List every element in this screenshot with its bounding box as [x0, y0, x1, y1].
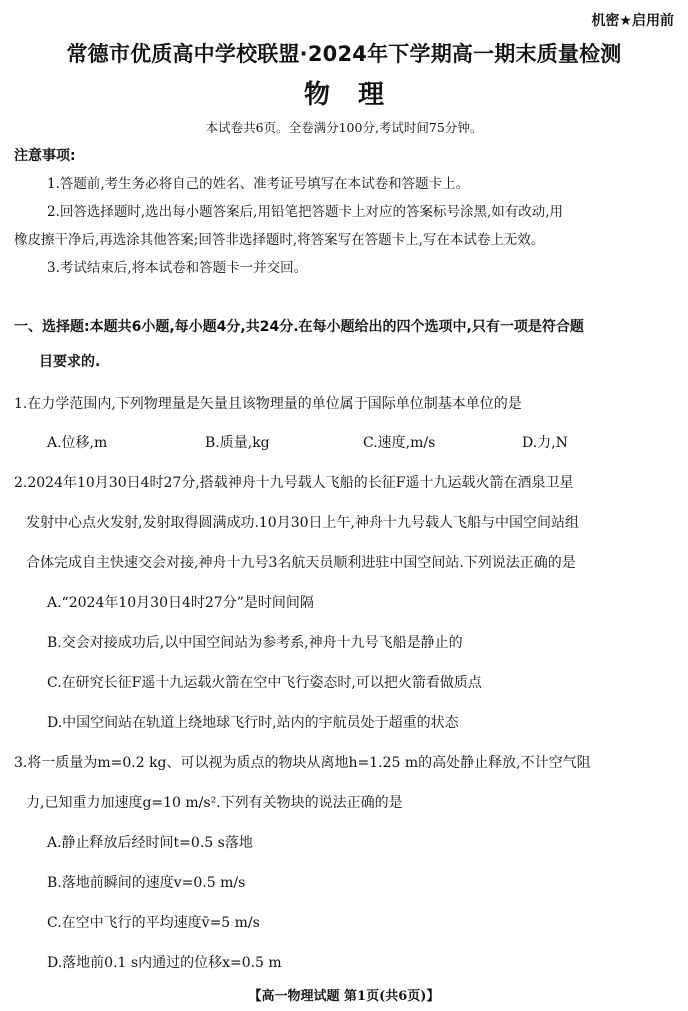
exam-title: 常德市优质高中学校联盟·2024年下学期高一期末质量检测 [66, 42, 622, 66]
note-item-3: 3.考试结束后,将本试卷和答题卡一并交回。 [47, 260, 308, 276]
q1-stem: 1.在力学范围内,下列物理量是矢量且该物理量的单位属于国际单位制基本单位的是 [14, 396, 522, 412]
page-footer: 【高一物理试题 第1页(共6页)】 [248, 989, 440, 1004]
exam-meta: 本试卷共6页。全卷满分100分,考试时间75分钟。 [205, 120, 483, 135]
section-heading-cont: 目要求的. [39, 354, 101, 370]
section-heading: 一、选择题:本题共6小题,每小题4分,共24分.在每小题给出的四个选项中,只有一项是符合题 [14, 319, 584, 335]
q3-stem-line-2: 力,已知重力加速度g=10 m/s².下列有关物块的说法正确的是 [26, 795, 403, 811]
q1-option-a: A.位移,m [47, 435, 108, 451]
q2-stem-line-2: 发射中心点火发射,发射取得圆满成功.10月30日上午,神舟十九号载人飞船与中国空间站组 [26, 515, 579, 531]
q1-option-c: C.速度,m/s [363, 435, 436, 451]
note-item-2: 2.回答选择题时,选出每小题答案后,用铅笔把答题卡上对应的答案标号涂黑,如有改动,用 [47, 204, 564, 220]
q2-option-a: A.“2024年10月30日4时27分”是时间间隔 [47, 595, 314, 611]
q3-stem-line-1: 3.将一质量为m=0.2 kg、可以视为质点的物块从离地h=1.25 m的高处静止释放,不计空气阻 [14, 755, 591, 771]
q1-option-b: B.质量,kg [205, 435, 270, 451]
subject-title: 物理 [303, 80, 412, 110]
q2-option-d: D.中国空间站在轨道上绕地球飞行时,站内的宇航员处于超重的状态 [47, 715, 459, 731]
note-item-2-cont: 橡皮擦干净后,再选涂其他答案;回答非选择题时,将答案写在答题卡上,写在本试卷上无效。 [14, 232, 545, 248]
q2-option-c: C.在研究长征F遥十九运载火箭在空中飞行姿态时,可以把火箭看做质点 [47, 675, 482, 691]
q3-option-c: C.在空中飞行的平均速度v̄=5 m/s [47, 915, 260, 931]
note-item-1: 1.答题前,考生务必将自己的姓名、准考证号填写在本试卷和答题卡上。 [47, 176, 470, 192]
notes-heading: 注意事项: [14, 148, 76, 164]
q2-option-b: B.交会对接成功后,以中国空间站为参考系,神舟十九号飞船是静止的 [47, 635, 463, 651]
q1-option-d: D.力,N [522, 435, 568, 451]
q2-stem-line-3: 合体完成自主快速交会对接,神舟十九号3名航天员顺利进驻中国空间站.下列说法正确的是 [26, 555, 576, 571]
q3-option-a: A.静止释放后经时间t=0.5 s落地 [47, 835, 253, 851]
q2-stem-line-1: 2.2024年10月30日4时27分,搭载神舟十九号载人飞船的长征F遥十九运载火箭在酒泉卫星 [14, 475, 574, 491]
confidential-label: 机密★启用前 [591, 13, 674, 29]
q3-option-b: B.落地前瞬间的速度v=0.5 m/s [47, 875, 246, 891]
q3-option-d: D.落地前0.1 s内通过的位移x=0.5 m [47, 955, 282, 971]
